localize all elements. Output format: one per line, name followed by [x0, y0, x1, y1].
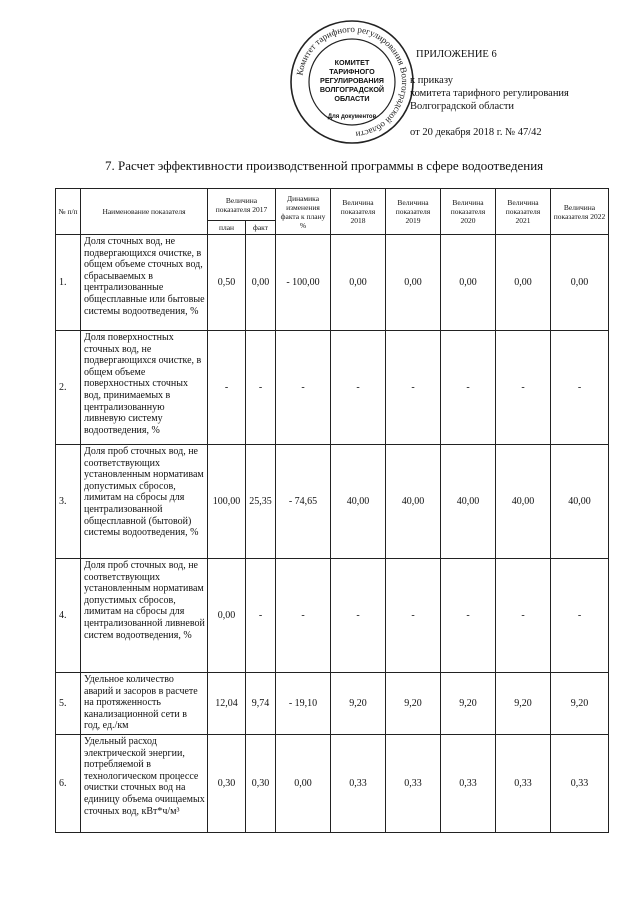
row-dynamics: 0,00	[276, 735, 331, 833]
table-row	[56, 445, 609, 559]
row-2022: 40,00	[551, 445, 609, 559]
row-2019: 0,00	[386, 235, 441, 331]
row-2018: 0,33	[331, 735, 386, 833]
row-2018: -	[331, 331, 386, 445]
row-2019: 40,00	[386, 445, 441, 559]
row-dynamics: - 19,10	[276, 673, 331, 735]
row-plan: 0,30	[208, 735, 246, 833]
stamp-line-2: ТАРИФНОГО	[329, 67, 375, 76]
row-num: 5.	[56, 673, 81, 735]
row-2019: -	[386, 559, 441, 673]
stamp-line-3: РЕГУЛИРОВАНИЯ	[320, 76, 384, 85]
row-dynamics: -	[276, 559, 331, 673]
appendix-block	[410, 48, 569, 139]
efficiency-table	[55, 188, 609, 833]
row-2021: -	[496, 331, 551, 445]
appendix-to-order: к приказу	[410, 75, 453, 86]
appendix-region: Волгоградской области	[410, 101, 515, 112]
row-plan: 12,04	[208, 673, 246, 735]
row-2021: -	[496, 559, 551, 673]
table-row	[56, 735, 609, 833]
row-dynamics: - 74,65	[276, 445, 331, 559]
row-2018: 0,00	[331, 235, 386, 331]
row-num: 1.	[56, 235, 81, 331]
row-dynamics: -	[276, 331, 331, 445]
row-name: Доля проб сточных вод, не соответствующих установленным нормативам допустимых сбросов, лимитам на сбросы для централизованной общесплавной (бытовой) системы водоотведения, %	[81, 445, 208, 559]
table-row	[56, 331, 609, 445]
row-2022: -	[551, 331, 609, 445]
row-2020: 40,00	[441, 445, 496, 559]
header-2019: Величина показателя 2019	[386, 189, 441, 235]
row-2022: 0,00	[551, 235, 609, 331]
row-2020: -	[441, 559, 496, 673]
row-name: Доля сточных вод, не подвергающихся очистке, в общем объеме сточных вод, сбрасываемых в централизованные общесплавные или бытовые системы водоотведения, %	[81, 235, 208, 331]
header-2022: Величина показателя 2022	[551, 189, 609, 235]
row-name: Удельное количество аварий и засоров в расчете на протяженность канализационной сети в год, ед./км	[81, 673, 208, 735]
row-2021: 0,00	[496, 235, 551, 331]
row-fact: 0,00	[246, 235, 276, 331]
row-plan: 0,00	[208, 559, 246, 673]
appendix-title: ПРИЛОЖЕНИЕ 6	[416, 49, 497, 60]
row-num: 2.	[56, 331, 81, 445]
row-fact: -	[246, 331, 276, 445]
row-fact: 25,35	[246, 445, 276, 559]
row-name: Удельный расход электрической энергии, потребляемой в технологическом процессе очистки сточных вод на единицу объема очищаемых сточных вод, кВт*ч/м³	[81, 735, 208, 833]
row-2019: 9,20	[386, 673, 441, 735]
row-fact: 0,30	[246, 735, 276, 833]
header-fact: факт	[246, 221, 276, 235]
table-row	[56, 235, 609, 331]
row-2020: 0,00	[441, 235, 496, 331]
row-num: 3.	[56, 445, 81, 559]
row-2020: 9,20	[441, 673, 496, 735]
table-row	[56, 559, 609, 673]
row-2019: 0,33	[386, 735, 441, 833]
row-2020: -	[441, 331, 496, 445]
row-name: Доля поверхностных сточных вод, не подвергающихся очистке, в общем объеме поверхностных сточных вод, принимаемых в централизованную ливневую систему водоотведения, %	[81, 331, 208, 445]
row-name: Доля проб сточных вод, не соответствующих установленным нормативам допустимых сбросов, лимитам на сбросы для централизованной ливневой систем водоотведения, %	[81, 559, 208, 673]
row-fact: 9,74	[246, 673, 276, 735]
row-plan: -	[208, 331, 246, 445]
stamp-line-5: ОБЛАСТИ	[334, 94, 370, 103]
row-plan: 100,00	[208, 445, 246, 559]
row-dynamics: - 100,00	[276, 235, 331, 331]
row-fact: -	[246, 559, 276, 673]
row-plan: 0,50	[208, 235, 246, 331]
header-plan: план	[208, 221, 246, 235]
table-row	[56, 673, 609, 735]
row-2022: 0,33	[551, 735, 609, 833]
row-2018: 40,00	[331, 445, 386, 559]
header-name: Наименование показателя	[81, 189, 208, 235]
row-2021: 9,20	[496, 673, 551, 735]
row-2021: 0,33	[496, 735, 551, 833]
row-2022: 9,20	[551, 673, 609, 735]
stamp-line-1: КОМИТЕТ	[334, 58, 370, 67]
row-2018: -	[331, 559, 386, 673]
header-2020: Величина показателя 2020	[441, 189, 496, 235]
official-stamp	[288, 18, 416, 146]
stamp-line-4: ВОЛГОГРАДСКОЙ	[319, 85, 385, 94]
stamp-ring-text: Комитет тарифного регулирования Волгоградской области	[294, 23, 411, 140]
document-title: 7. Расчет эффективности производственной программы в сфере водоотведения	[105, 158, 544, 173]
header-dynamics: Динамика изменения факта к плану %	[276, 189, 331, 235]
stamp-bottom-text: Для документов	[327, 114, 377, 120]
row-2022: -	[551, 559, 609, 673]
row-2020: 0,33	[441, 735, 496, 833]
appendix-date: от 20 декабря 2018 г. № 47/42	[410, 127, 542, 138]
row-2018: 9,20	[331, 673, 386, 735]
header-2017: Величина показателя 2017	[208, 189, 276, 221]
row-num: 4.	[56, 559, 81, 673]
header-2021: Величина показателя 2021	[496, 189, 551, 235]
header-num: № п/п	[56, 189, 81, 235]
row-2021: 40,00	[496, 445, 551, 559]
appendix-committee: комитета тарифного регулирования	[410, 88, 569, 99]
header-2018: Величина показателя 2018	[331, 189, 386, 235]
row-2019: -	[386, 331, 441, 445]
row-num: 6.	[56, 735, 81, 833]
